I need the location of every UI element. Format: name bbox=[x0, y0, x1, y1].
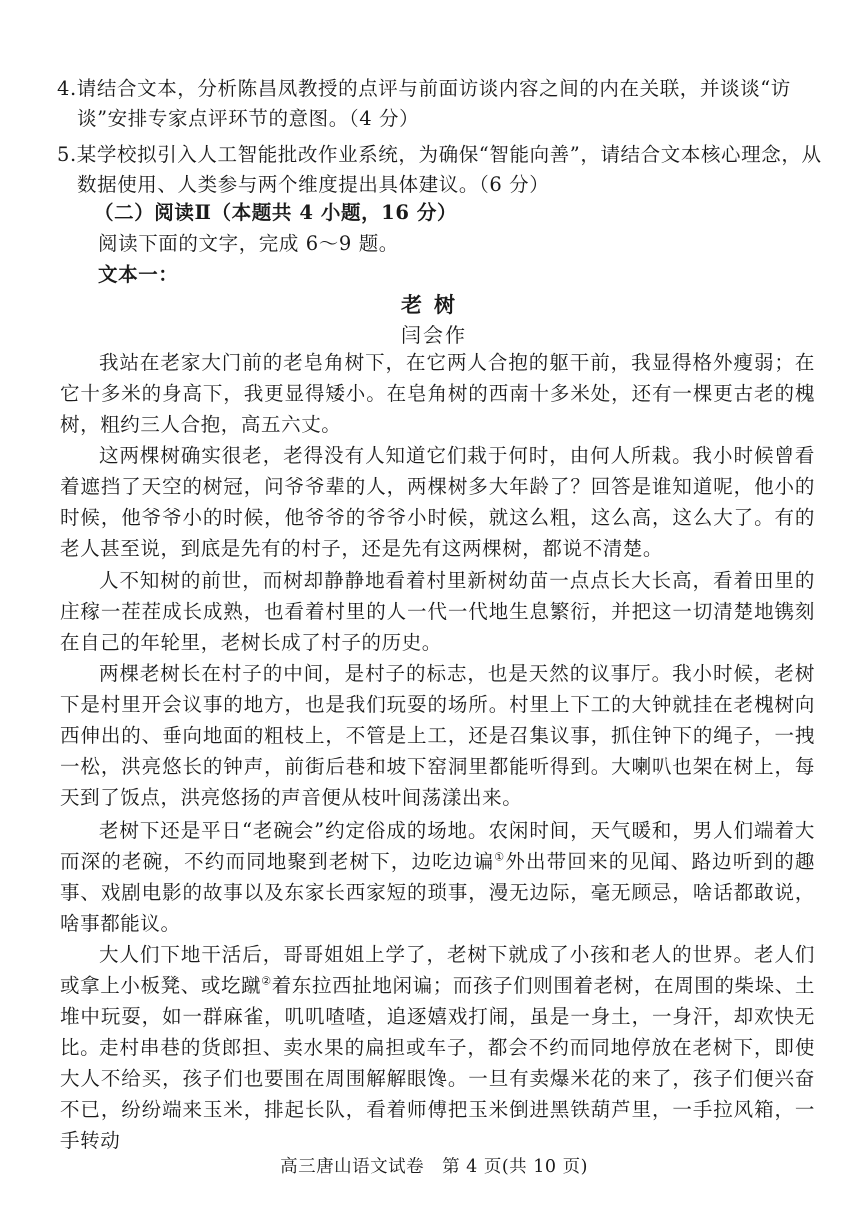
question-4-line-1: 4.请结合文本，分析陈昌凤教授的点评与前面访谈内容之间的内在关联，并谈谈“访 bbox=[57, 77, 791, 100]
question-5-line-1: 5.某学校拟引入人工智能批改作业系统，为确保“智能向善”，请结合文本核心理念，从 bbox=[57, 143, 822, 166]
paragraph-5 bbox=[60, 815, 815, 939]
section-heading: （二）阅读Ⅱ（本题共 4 小题，16 分） bbox=[94, 201, 458, 224]
question-5-line-2: 数据使用、人类参与两个维度提出具体建议。（6 分） bbox=[77, 173, 550, 196]
reading-instruction: 阅读下面的文字，完成 6～9 题。 bbox=[98, 232, 399, 255]
paragraph-7: 走村串巷的货郎担、卖水果的扁担或车子，都会不约而同地停放在老树下，即使大人不给买，孩子们也要围在周围解解眼馋。一旦有卖爆米花的来了，孩子们便兴奋不已，纷纷端来玉米，排起长队，看着师傅把玉米倒进黑铁葫芦里，一手拉风箱，一手转动 bbox=[60, 1036, 815, 1152]
footnote-marker-1: ① bbox=[494, 850, 506, 864]
article-author: 闫会作 bbox=[401, 323, 467, 347]
paragraph-5-part-b: 外出带回来的见闻、路边听到的趣事、戏剧电影的故事以及东家长西家短的琐事，漫无边际，毫无顾忌，啥话都敢说，啥事都能议。 bbox=[60, 850, 815, 935]
paragraph-1: 我站在老家大门前的老皂角树下，在它两人合抱的躯干前，我显得格外瘦弱；在它十多米的身高下，我更显得矮小。在皂角树的西南十多米处，还有一棵更古老的槐树，粗约三人合抱，高五六丈。 bbox=[60, 351, 815, 436]
question-4-line-2: 谈”安排专家点评环节的意图。（4 分） bbox=[77, 107, 420, 130]
page-footer: 高三唐山语文试卷 第 4 页(共 10 页) bbox=[280, 1157, 588, 1177]
article-title: 老树 bbox=[401, 292, 467, 317]
paragraph-6-part-a: 大人们下地干活后，哥哥姐姐上学了，老树下就成了小孩和老人的世界。老人们或拿上小板凳、或圪蹴 bbox=[60, 943, 815, 997]
paragraph-3: 人不知树的前世，而树却静静地看着村里新树幼苗一点点长大长高，看着田里的庄稼一茬茬成长成熟，也看着村里的人一代一代地生息繁衍，并把这一切清楚地镌刻在自己的年轮里，老树长成了村子的历史。 bbox=[60, 569, 815, 654]
paragraph-2: 这两棵树确实很老，老得没有人知道它们栽于何时，由何人所栽。我小时候曾看着遮挡了天空的树冠，问爷爷辈的人，两棵树多大年龄了？回答是谁知道呢，他小的时候，他爷爷小的时候，他爷爷的爷爷小时候，就这么粗，这么高，这么大了。有的老人甚至说，到底是先有的村子，还是先有这两棵树，都说不清楚。 bbox=[60, 444, 815, 560]
text-one-label: 文本一： bbox=[98, 263, 179, 286]
footnote-marker-2: ② bbox=[261, 974, 272, 988]
paragraph-5-part-a: 老树下还是平日“老碗会”约定俗成的场地。农闲时间，天气暖和，男人们端着大而深的老碗，不约而同地聚到老树下，边吃边谝 bbox=[60, 819, 815, 873]
paragraph-6-part-b: 着东拉西扯地闲谝；而孩子们则围着老树，在周围的柴垛、土堆中玩耍，如一群麻雀，叽叽喳喳，追逐嬉戏打闹，虽是一身土，一身汗，却欢快无比。 bbox=[60, 974, 815, 1059]
paragraph-4: 两棵老树长在村子的中间，是村子的标志，也是天然的议事厅。我小时候，老树下是村里开会议事的地方，也是我们玩耍的场所。村里上下工的大钟就挂在老槐树向西伸出的、垂向地面的粗枝上，不管是上工，还是召集议事，抓住钟下的绳子，一拽一松，洪亮悠长的钟声，前街后巷和坡下窑洞里都能听得到。大喇叭也架在树上，每天到了饭点，洪亮悠扬的声音便从枝叶间荡漾出来。 bbox=[60, 662, 815, 809]
